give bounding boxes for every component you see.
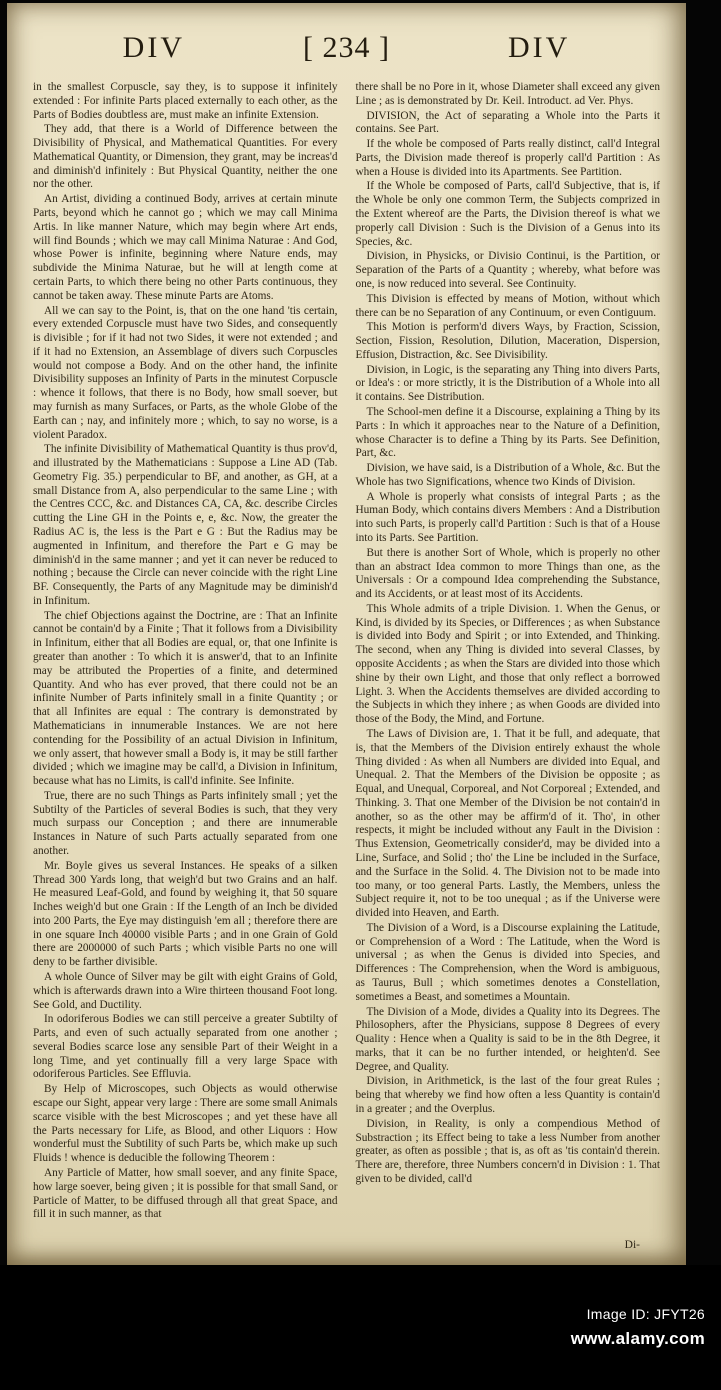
running-title-left: DIV [122, 31, 185, 64]
book-page [7, 3, 686, 1265]
paragraph: Division, we have said, is a Distribution of a Whole, &c. But the Whole has two Significations, whence two Kinds of Division. [355, 462, 660, 488]
paragraph: This Division is effected by means of Motion, without which there can be no Separation of any Continuum, or even Contiguum. [355, 292, 660, 319]
paragraph: Division, in Physicks, or Divisio Continui, is the Partition, or Separation of the Parts of a Quantity ; whereby, what before was one, is now reduced into several. See Continuity. [355, 250, 660, 290]
paragraph: Mr. Boyle gives us several Instances. He speaks of a silken Thread 300 Yards long, that weigh'd but two Grains and an half. He measured Leaf-Gold, and found by weighing it, that 50 square Inches weigh'd but one Grain : If the Length of an Inch be divided into 200 Parts, the Eye may distinguish 'em all ; therefore there are in one square Inch 40000 visible Parts ; and in one Grain of Gold there are 2000000 of such Parts ; which visible Parts no one will deny to be farther divisible. [33, 859, 338, 969]
paragraph: there shall be no Pore in it, whose Diameter shall exceed any given Line ; as is demonstrated by Dr. Keil. Introduct. ad Ver. Phys. [355, 81, 660, 107]
paragraph: This Motion is perform'd divers Ways, by Fraction, Scission, Section, Fission, Resolution, Dilution, Maceration, Dispersion, Effusion, Distraction, &c. See Divisibility. [355, 321, 660, 361]
paragraph: By Help of Microscopes, such Objects as would otherwise escape our Sight, appear very large : There are some small Animals scarce visible with the best Microscopes ; and yet these have all the Parts necessary for Life, as Blood, and other Liquors : How wonderful must the Subtility of such Parts be, which make up such Fluids ! whence is deducible the following Theorem : [33, 1083, 338, 1165]
alamy-url: www.alamy.com [570, 1329, 705, 1348]
text-columns [33, 81, 660, 1221]
paragraph: All we can say to the Point, is, that on the one hand 'tis certain, every extended Corpuscle must have two Sides, and consequently is divisible ; for if it had not two Sides, it were not extended ; and if it had no Extension, an Assemblage of divers such Corpuscles would not compose a Body. And on the other hand, the infinite Divisibility supposes an Infinity of Parts in the minutest Corpuscle : whence it follows, that there is no Body, how small soever, but may furnish as many Surfaces, or Parts, as the whole Globe of the Earth can ; nay, and infinitely more ; which, to say no worse, is a violent Paradox. [33, 304, 338, 441]
paragraph: Division, in Arithmetick, is the last of the four great Rules ; being that whereby we find how often a less Quantity is contain'd in a greater ; and the Overplus. [355, 1075, 660, 1116]
catchword: Di- [624, 1239, 640, 1251]
left-column [33, 81, 338, 1221]
right-column [356, 81, 661, 1221]
paragraph: The School-men define it a Discourse, explaining a Thing by its Parts : In which it approaches near to the Nature of a Definition, whose Character is to define a Thing by its Parts. See Definition, Part, &c. [355, 405, 660, 460]
paragraph: This Whole admits of a triple Division. 1. When the Genus, or Kind, is divided by its Species, or Differences ; as when Substance is divided into Body and Spirit ; or into Extended, and Thinking. The second, when any Thing is divided into several Classes, by opposite Accidents ; as when the Stars are divided into those which shine by their own Light, and those that only reflect a borrowed Light. 3. When the Accidents themselves are divided according to the Subjects in which they inhere ; as when Goods are divided into those of the Body, the Mind, and Fortune. [355, 602, 660, 726]
paragraph: In odoriferous Bodies we can still perceive a greater Subtilty of Parts, and even of such actually separated from one another ; several Bodies scarce lose any sensible Part of their Weight in a long Time, and yet continually fill a very large Space with odoriferous Particles. See Effluvia. [33, 1013, 338, 1081]
image-id-label: Image ID: JFYT26 [586, 1306, 705, 1322]
paragraph: They add, that there is a World of Difference between the Divisibility of Physical, and Mathematical Quantities. For every Mathematical Quantity, or Dimension, they grant, may be increas'd and diminish'd infinitely : But Physical Quantity, neither the one nor the other. [33, 123, 338, 191]
paragraph: The Division of a Mode, divides a Quality into its Degrees. The Philosophers, after the Physicians, suppose 8 Degrees of every Quality : Hence when a Quality is said to be in the 8th Degree, it marks, that it can be no further intended, or heighten'd. See Degree, and Quality. [355, 1005, 660, 1073]
paragraph: Division, in Reality, is only a compendious Method of Substraction ; its Effect being to take a less Number from another greater, as often as possible ; that is, as oft as 'tis contain'd therein. There are, therefore, three Numbers concern'd in Division : 1. That given to be divided, call'd [355, 1117, 660, 1185]
paragraph: A Whole is properly what consists of integral Parts ; as the Human Body, which contains divers Members : And a Distribution into such Parts, is properly call'd Partition : Such is that of a House into its Parts. See Partition. [355, 490, 660, 544]
paragraph: An Artist, dividing a continued Body, arrives at certain minute Parts, beyond which he cannot go ; which we may call Minima Artis. In like manner Nature, which may begin where Art ends, will find Bounds ; which we may call Minima Naturae : And God, whose Power is infinite, beginning where Nature ends, may subdivide the Minima Naturae, but he will at length come at certain Parts, to which there being no other Parts continuous, they cannot be taken away. These minute Parts are Atoms. [33, 193, 338, 302]
page-number: [ 234 ] [303, 31, 390, 64]
page-header [33, 31, 660, 65]
paragraph: Division, in Logic, is the separating any Thing into divers Parts, or Idea's : or more strictly, it is the Distribution of a Whole into all it contains. See Distribution. [355, 363, 660, 404]
paragraph: If the whole be composed of Parts really distinct, call'd Integral Parts, the Division made thereof is properly call'd Partition : As when a House is divided into its Apartments. See Partition. [355, 138, 660, 178]
watermark-bar [0, 1265, 721, 1390]
paragraph: Any Particle of Matter, how small soever, and any finite Space, how large soever, being given ; it is possible for that small Sand, or Particle of Matter, to be diffused through all that great Space, and fill it in such manner, as that [33, 1166, 338, 1221]
paragraph: True, there are no such Things as Parts infinitely small ; yet the Subtilty of the Particles of several Bodies is such, that they very much surpass our Conception ; and there are innumerable Instances in Nature of such Parts actually separated from one another. [33, 789, 338, 857]
running-title-right: DIV [507, 31, 571, 64]
paragraph: If the Whole be composed of Parts, call'd Subjective, that is, if the Whole be only one common Term, the Subjects comprized in the Extent whereof are the Parts, the Division thereof is what we properly call Division : Such is the Division of a Genus into its Species, &c. [355, 180, 660, 248]
paragraph: A whole Ounce of Silver may be gilt with eight Grains of Gold, which is afterwards drawn into a Wire thirteen thousand Foot long. See Gold, and Ductility. [33, 971, 338, 1011]
paragraph: The Laws of Division are, 1. That it be full, and adequate, that is, that the Members of the Division entirely exhaust the whole Thing divided : As when all Numbers are divided into Equal, and Unequal. 2. That the Members of the Division be opposite ; as Equal, and Unequal, Corporeal, and Not Corporeal ; Extended, and Thinking. 3. That one Member of the Division be not contain'd in another, so as the other may be affirm'd of it. Tho', in other respects, it might be included without any Fault in the Division : Thus Extension, Geometrically consider'd, may be divided into a Line, Surface, and Solid ; tho' the Line be included in the Surface, and the Surface in the Solid. 4. The Division not to be made into too many, or too general Parts. Lastly, the Members, unless the Subject require it, not to be too unequal ; as if the Universe were divided into Heaven, and Earth. [355, 727, 660, 920]
paragraph: DIVISION, the Act of separating a Whole into the Parts it contains. See Part. [355, 109, 660, 136]
paragraph: in the smallest Corpuscle, say they, is to suppose it infinitely extended : For infinite Parts placed externally to each other, as the Parts of Bodies doubtless are, must make an infinite Extension. [33, 81, 338, 121]
paragraph: The chief Objections against the Doctrine, are : That an Infinite cannot be contain'd by a Finite ; That it follows from a Divisibility in Infinitum, either that all Bodies are equal, or, that one Infinite is greater than another : To which it is answer'd, that to an Infinite may be attributed the Properties of a finite, and determined Quantity. And who has ever proved, that there could not be an infinite Number of Parts infinitely small in a finite Quantity ; or that all Infinites are equal : The contrary is demonstrated by Mathematicians in innumerable Instances. We are not here contending for the Possibility of an actual Division in Infinitum, we only assert, that however small a Body is, it may be still farther divided ; which we imagine may be call'd, a Division in Infinitum, because what has no Limits, is call'd infinite. See Infinite. [33, 609, 338, 788]
paragraph: The Division of a Word, is a Discourse explaining the Latitude, or Comprehension of a Word : The Latitude, when the Word is universal ; as when the Genus is divided into Species, and Differences : The Comprehension, when the Word is ambiguous, as Taurus, Bull ; which sometimes denotes a Constellation, sometimes a Beast, and sometimes a Mountain. [355, 921, 660, 1003]
paragraph: But there is another Sort of Whole, which is properly no other than an abstract Idea common to more Things than one, as the Universals : Or a compound Idea comprehending the Substance, and its Accidents, or at least most of its Accidents. [355, 546, 660, 601]
paragraph: The infinite Divisibility of Mathematical Quantity is thus prov'd, and illustrated by the Mathematicians : Suppose a Line AD (Tab. Geometry Fig. 35.) perpendicular to BF, and another, as GH, at a small Distance from A, also perpendicular to the same Line ; with the Centres CCC, &c. and Distances CA, CA, &c. describe Circles cutting the Line GH in the Points e, e, &c. Now, the greater the Radius AC is, the less is the Part e G : But the Radius may be augmented in Infinitum, and therefore the Part e G may be diminish'd in the same manner ; and yet it can never be reduced to nothing ; because the Circle can never coincide with the right Line BF. Consequently, the Parts of any Magnitude may be diminish'd in Infinitum. [33, 443, 338, 607]
